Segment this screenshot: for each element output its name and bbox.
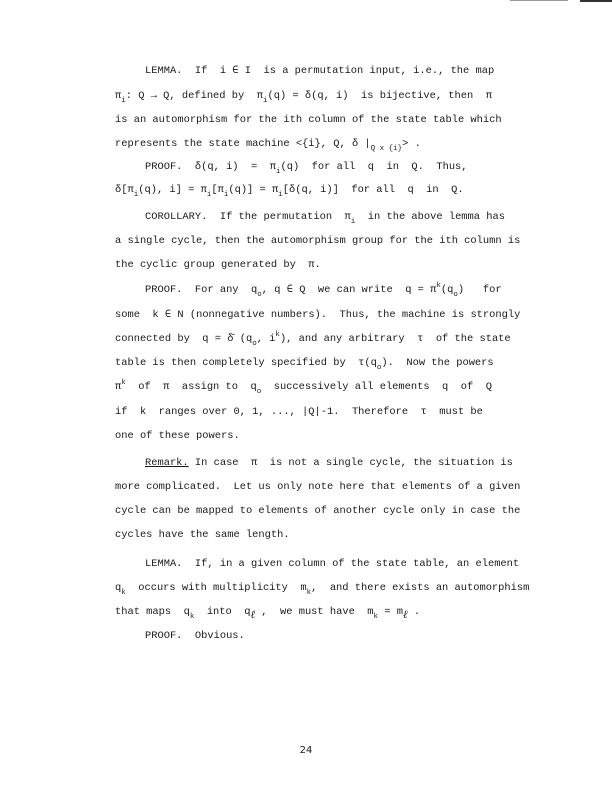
lemma-2-line-2: $q_k$ occurs with multiplicity $m_k$, and there exists an automorphism <box>115 582 530 597</box>
remark-line-4: cycles have the same length. <box>115 529 290 541</box>
lemma-label: LEMMA. <box>145 65 183 77</box>
proof-2-line-6: if k ranges over 0, 1, ..., |Q|-1. Therefore τ must be <box>115 406 483 418</box>
lemma-1-line-4: represents the state machine <{i}, Q, δ $|_{Q x \{i\}}>$ . <box>115 138 421 153</box>
proof-2-line-4: table is then completely specified by $\tau(q_o)$. Now the powers <box>115 357 494 372</box>
corollary-line-3: the cyclic group generated by π. <box>115 259 321 271</box>
remark-label: Remark. <box>145 457 189 469</box>
proof-1-line-1: PROOF. δ(q, $i) = \pi_i(q)$ for all q in Q. Thus, <box>145 161 468 176</box>
proof-label: PROOF. <box>145 161 183 173</box>
remark-line-2: more complicated. Let us only note here that elements of a given <box>115 481 521 493</box>
lemma-1-line-3: is an automorphism for the ith column of the state table which <box>115 114 502 126</box>
proof-label: PROOF. <box>145 630 183 642</box>
proof-2-line-1: PROOF. For any $q_o$, q ∈ Q we can write $q = \pi^k(q_o)$ for <box>145 282 502 299</box>
lemma-1-line-2: $\pi_i$: Q → Q, defined by $\pi_i(q) = \delta(q$, i) is bijective, then π <box>115 90 492 105</box>
proof-2-line-3: connected by q = δ̄ ($q_o$, $i^k$), and any arbitrary τ of the state <box>115 331 511 348</box>
remark-line-1: Remark. In case π is not a single cycle, the situation is <box>145 457 513 469</box>
lemma-2-line-3: that maps $q_k$ into $q_\ell$ , we must have $m_k = m_\ell$ . <box>115 606 421 621</box>
corollary-line-1: COROLLARY. If the permutation $\pi_i$ in the above lemma has <box>145 211 505 226</box>
corollary-label: COROLLARY. <box>145 211 208 223</box>
proof-2-line-2: some k ∈ N (nonnegative numbers). Thus, the machine is strongly <box>115 309 521 321</box>
remark-line-3: cycle can be mapped to elements of another cycle only in case the <box>115 505 521 517</box>
proof-label: PROOF. <box>145 284 183 296</box>
lemma-2-line-1: LEMMA. If, in a given column of the state table, an element <box>145 558 520 570</box>
proof-1-line-2: $\delta[\pi_i(q)$, $i] = \pi_i[\pi_i(q)] = \pi_i[\delta(q$, i)] for all q in Q. <box>115 184 464 199</box>
lemma-1-line-1: LEMMA. If i ∈ I is a permutation input, i.e., the map <box>145 65 495 77</box>
lemma-label: LEMMA. <box>145 558 183 570</box>
proof-2-line-7: one of these powers. <box>115 430 240 442</box>
proof-3-line-1: PROOF. Obvious. <box>145 630 245 642</box>
corollary-line-2: a single cycle, then the automorphism group for the ith column is <box>115 235 521 247</box>
proof-2-line-5: $\pi^k$ of π assign to $q_o$ successively all elements q of Q <box>115 379 492 396</box>
page-number: 24 <box>299 745 313 756</box>
